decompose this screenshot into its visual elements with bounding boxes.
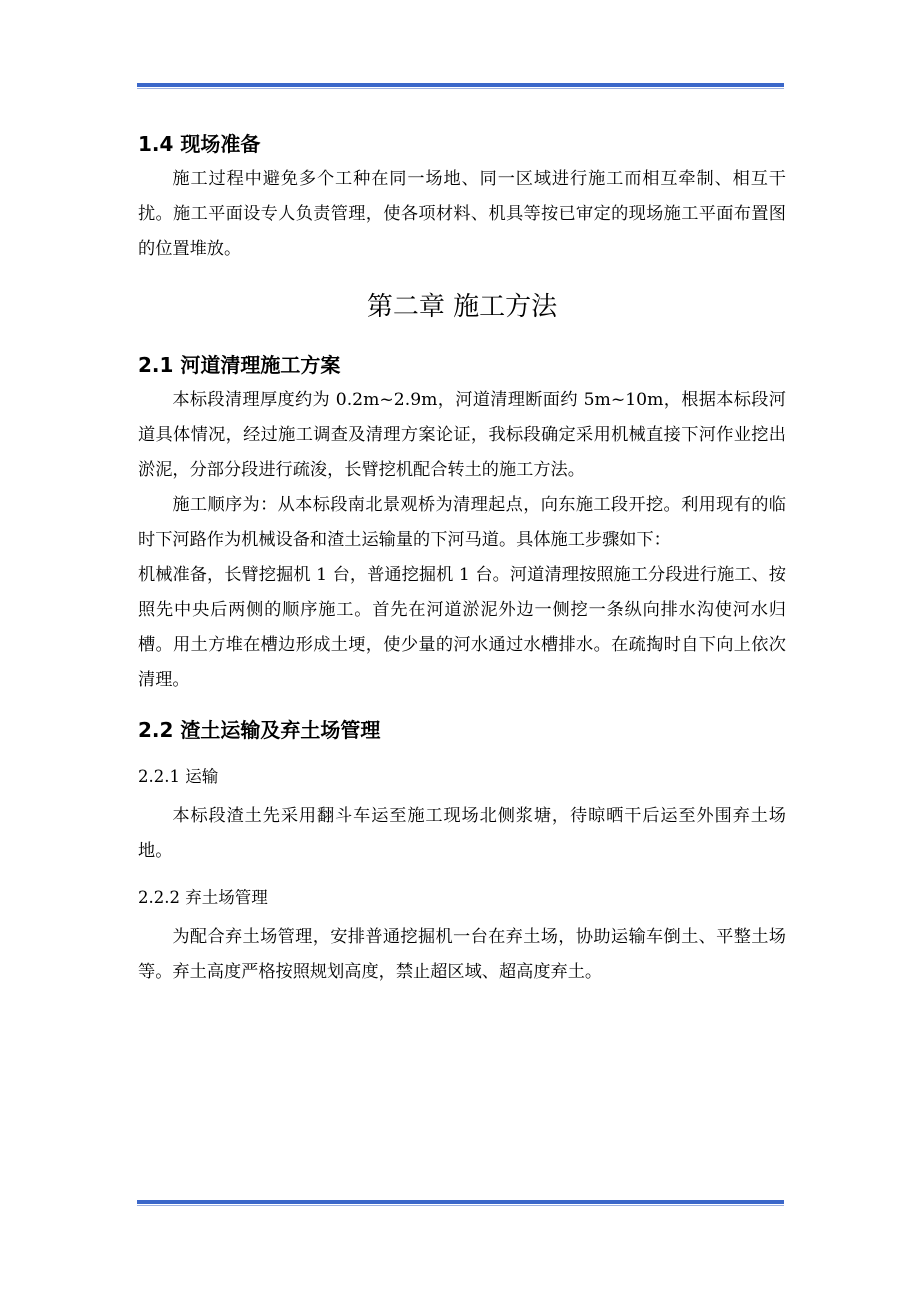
paragraph: 本标段清理厚度约为 0.2m~2.9m，河道清理断面约 5m~10m，根据本标段河道具体情况，经过施工调查及清理方案论证，我标段确定采用机械直接下河作业挖出淤泥，分部分段进行疏浚，长臂挖机配合转土的施工方法。 xyxy=(138,390,786,480)
chapter-title: 第二章 施工方法 xyxy=(366,292,558,322)
paragraph: 为配合弃土场管理，安排普通挖掘机一台在弃土场，协助运输车倒土、平整土场等。弃土高度严格按照规划高度，禁止超区域、超高度弃土。 xyxy=(138,927,786,982)
header-rule xyxy=(137,83,784,89)
paragraph: 本标段渣土先采用翻斗车运至施工现场北侧浆塘，待晾晒干后运至外围弃土场地。 xyxy=(138,806,786,861)
paragraph: 施工过程中避免多个工种在同一场地、同一区域进行施工而相互牵制、相互干扰。施工平面设专人负责管理，使各项材料、机具等按已审定的现场施工平面布置图的位置堆放。 xyxy=(138,169,786,259)
section-heading-2-2: 2.2 渣土运输及弃土场管理 xyxy=(138,718,381,742)
subsection-heading-2-2-1: 2.2.1 运输 xyxy=(138,767,219,786)
paragraph: 施工顺序为：从本标段南北景观桥为清理起点，向东施工段开挖。利用现有的临时下河路作为机械设备和渣土运输量的下河马道。具体施工步骤如下： xyxy=(138,495,786,550)
section-heading-1-4: 1.4 现场准备 xyxy=(138,132,261,156)
paragraph: 机械准备，长臂挖掘机 1 台，普通挖掘机 1 台。河道清理按照施工分段进行施工、按照先中央后两侧的顺序施工。首先在河道淤泥外边一侧挖一条纵向排水沟使河水归槽。用土方堆在槽边形成土埂，使少量的河水通过水槽排水。在疏掏时自下向上依次清理。 xyxy=(138,565,786,690)
subsection-heading-2-2-2: 2.2.2 弃土场管理 xyxy=(138,888,268,907)
section-heading-2-1: 2.1 河道清理施工方案 xyxy=(138,353,341,377)
document-body xyxy=(138,126,786,990)
footer-rule xyxy=(137,1200,784,1206)
